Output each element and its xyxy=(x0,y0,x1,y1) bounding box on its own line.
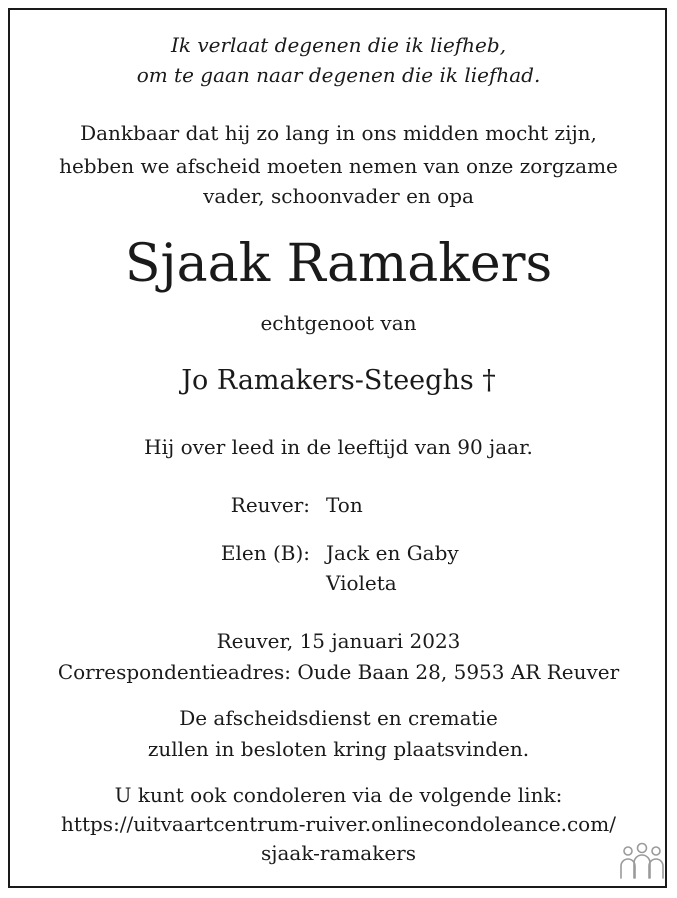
motto-line-1: Ik verlaat degenen die ik liefheb, xyxy=(170,33,507,57)
service-line-1: De afscheidsdienst en crematie xyxy=(179,706,498,730)
family-place-1: Reuver: xyxy=(230,493,310,517)
family-names-2b: Violeta xyxy=(326,571,397,595)
family-names-1: Ton xyxy=(326,493,363,517)
correspondence-address: Correspondentieadres: Oude Baan 28, 5953 AR Reuver xyxy=(57,660,620,684)
family-place-2: Elen (B): xyxy=(220,541,310,565)
intro-line-3: vader, schoonvader en opa xyxy=(203,184,474,208)
condolence-line-1: U kunt ook condoleren via de volgende link: xyxy=(114,783,563,807)
intro-line-2: hebben we afscheid moeten nemen van onze zorgzame xyxy=(59,154,618,178)
place-date: Reuver, 15 januari 2023 xyxy=(216,629,461,653)
spouse-name: Jo Ramakers-Steeghs † xyxy=(181,365,496,396)
people-group-icon xyxy=(618,842,666,882)
age-line: Hij over leed in de leeftijd van 90 jaar. xyxy=(144,435,533,459)
condolence-link[interactable]: https://uitvaartcentrum-ruiver.onlinecondoleance.com/ xyxy=(61,812,616,836)
service-line-2: zullen in besloten kring plaatsvinden. xyxy=(147,737,530,761)
family-names-2a: Jack en Gaby xyxy=(326,541,459,565)
spouse-label: echtgenoot van xyxy=(260,311,417,335)
intro-line-1: Dankbaar dat hij zo lang in ons midden mocht zijn, xyxy=(80,121,597,145)
deceased-name: Sjaak Ramakers xyxy=(124,234,553,294)
condolence-link-cont[interactable]: sjaak-ramakers xyxy=(261,841,416,865)
motto-line-2: om te gaan naar degenen die ik liefhad. xyxy=(136,63,541,87)
